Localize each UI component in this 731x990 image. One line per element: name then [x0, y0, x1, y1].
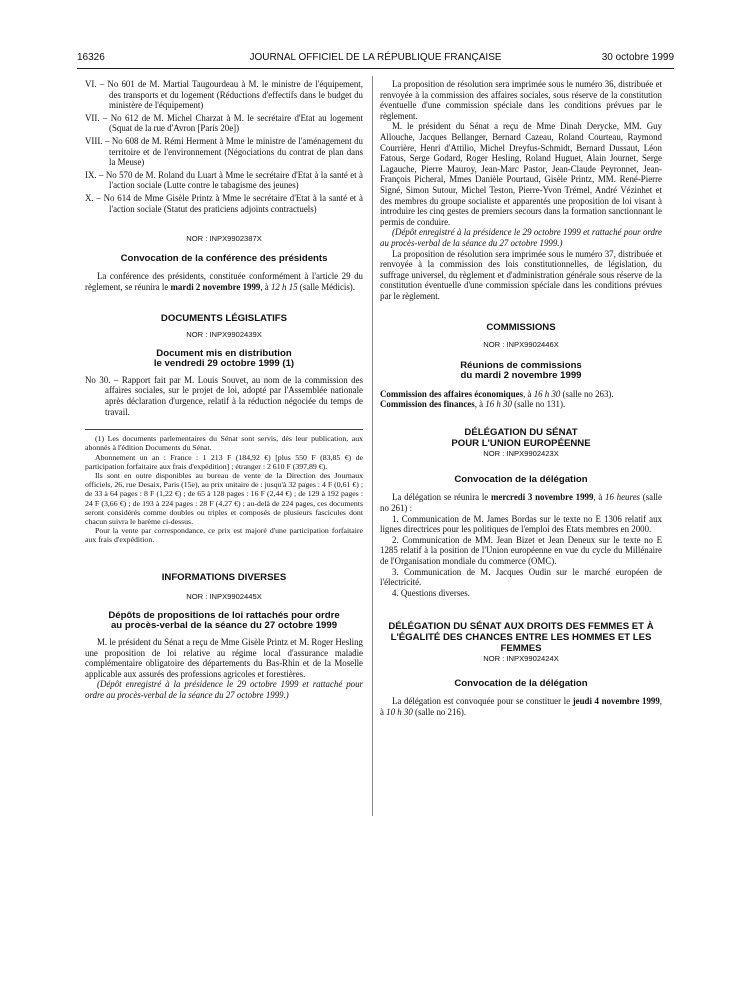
question-item: VII. – No 612 de M. Michel Charzat à M. le secrétaire d'Etat au logement (Squat de la rue d'Avron [Paris 20e]) — [85, 112, 363, 134]
agenda-item: 3. Communication de M. Jacques Oudin sur le marché européen de l'électricité. — [380, 566, 662, 588]
conference-text: La conférence des présidents, constituée conformément à l'article 29 du règlement, se réunira le mardi 2 novembre 1999, à 12 h 15 (salle Médicis). — [85, 271, 363, 292]
section-subtitle: Réunions de commissions — [460, 359, 582, 371]
footnote: Pour la vente par correspondance, ce prix est majoré d'une participation forfaitaire aux frais d'expédition. — [85, 526, 363, 545]
left-column — [85, 79, 363, 701]
footnote: Abonnement un an : France : 1 213 F (184,92 €) [plus 550 F (83,85 €) de participation forfaitaire aux frais d'expédition] ; étranger : 2 610 F (397,89 €). — [85, 452, 363, 471]
section-title: INFORMATIONS DIVERSES — [161, 571, 287, 583]
column-divider — [372, 76, 373, 816]
commission-item: Commission des finances, à 16 h 30 (salle no 131). — [380, 399, 566, 410]
question-item: VI. – No 601 de M. Martial Taugourdeau à M. le ministre de l'équipement, des transports et du logement (Réductions d'effectifs dans le budget du ministère de l'équipement) — [85, 79, 363, 111]
agenda-item: 2. Communication de MM. Jean Bizet et Jean Deneux sur le texte no E 1285 relatif à la position de l'Union européenne en vue du cycle du Millénaire de l'Organisation mondiale du commerce (OMC). — [380, 534, 662, 566]
section-title: COMMISSIONS — [486, 322, 556, 334]
agenda-item: 4. Questions diverses. — [392, 587, 470, 598]
info-deposit-note: (Dépôt enregistré à la présidence le 29 octobre 1999 et rattaché pour ordre au procès-verbal de la séance du 27 octobre 1999.) — [85, 679, 363, 701]
section-title: DÉLÉGATION DU SÉNAT AUX DROITS DES FEMMES ET À L'ÉGALITÉ DES CHANCES ENTRE LES HOMMES ET LES FEMMES — [388, 621, 654, 654]
info-paragraph: M. le président du Sénat a reçu de Mme Gisèle Printz et M. Roger Hesling une proposition de loi relative au régime local d'assurance maladie complémentaire obligatoire des départements du Bas-Rhin et de la Moselle applicable aux assurés des professions agricoles et forestières. — [85, 637, 363, 679]
nor-reference: NOR : INPX9902446X — [483, 340, 559, 350]
nor-reference: NOR : INPX9902445X — [186, 592, 262, 602]
nor-reference: NOR : INPX9902423X — [483, 449, 559, 459]
deposit-note: (Dépôt enregistré à la présidence le 29 octobre 1999 et rattaché pour ordre au procès-verbal de la séance du 27 octobre 1999.) — [380, 227, 662, 248]
journal-title: JOURNAL OFFICIEL DE LA RÉPUBLIQUE FRANÇAISE — [249, 52, 502, 63]
question-item: X. – No 614 de Mme Gisèle Printz à Mme le secrétaire d'Etat à la santé et à l'action sociale (Statut des praticiens adjoints contractuels) — [85, 192, 363, 214]
footnote: (1) Les documents parlementaires du Sénat sont servis, dès leur publication, aux abonnés à l'édition Documents du Sénat. — [85, 434, 363, 453]
page-number: 16326 — [77, 52, 105, 63]
resolution-paragraph: M. le président du Sénat a reçu de Mme Dinah Derycke, MM. Guy Allouche, Jacques Bellanger, Bernard Cazeau, Roland Courteau, Raymond Courrière, Henri d'Attilio, Michel Dreyfus-Schmidt, Bernard Dussaut, Léon Fatous, Serge Godard, Roger Hesling, Roland Huguet, Alain Journet, Serge Lagauche, Pierre Mauroy, Jean-Marc Pastor, Jean-Claude Peyronnet, Jean-François Picheral, Mmes Danièle Pourtaud, Gisèle Printz, MM. René-Pierre Signé, Simon Sutour, Michel Teston, Pierre-Yvon Trémel, André Vézinhet et des membres du groupe socialiste et apparentés une proposition de loi visant à introduire les cinq gestes de premiers secours dans la formation sanctionnant le permis de conduire. — [380, 121, 662, 227]
nor-reference: NOR : INPX9902424X — [483, 654, 559, 664]
delegation-text: La délégation est convoquée pour se constituer le jeudi 4 novembre 1999, à 10 h 30 (salle no 216). — [380, 696, 662, 717]
nor-reference: NOR : INPX9902439X — [186, 330, 262, 340]
page-header — [77, 52, 674, 66]
section-title: DÉLÉGATION DU SÉNAT — [464, 427, 578, 439]
question-item: VIII. – No 608 de M. Rémi Herment à Mme le ministre de l'aménagement du territoire et de l'environnement (Négociations du contrat de plan dans la Meuse) — [85, 135, 363, 168]
document-item: No 30. – Rapport fait par M. Louis Souvet, au nom de la commission des affaires sociales, sur le projet de loi, adopté par l'Assemblée nationale après déclaration d'urgence, relatif à la réduction négociée du temps de travail. — [85, 374, 363, 417]
section-subtitle: du mardi 2 novembre 1999 — [460, 370, 582, 382]
agenda-item: 1. Communication de M. James Bordas sur le texte no E 1306 relatif aux lignes directrices pour les politiques de l'emploi des Etats membres en 2000. — [380, 513, 662, 535]
resolution-paragraph: La proposition de résolution sera imprimée sous le numéro 37, distribuée et renvoyée à la commission des lois constitutionnelles, de législation, du suffrage universel, du règlement et d'administration générale sous réserve de la constitution éventuelle d'une commission spéciale dans les conditions prévues par le règlement. — [380, 248, 662, 301]
section-subtitle: Convocation de la délégation — [454, 677, 588, 689]
commission-item: Commission des affaires économiques, à 16 h 30 (salle no 263). — [380, 388, 614, 399]
section-subtitle: Document mis en distribution — [156, 347, 292, 359]
section-title: POUR L'UNION EUROPÉENNE — [451, 437, 591, 449]
right-column — [380, 79, 662, 718]
footnote: Ils sont en outre disponibles au bureau de vente de la Direction des Journaux officiels, 26, rue Desaix, Paris (15e), au prix unitaire de : jusqu'à 32 pages : 4 F (0,61 €) ; de 33 à 64 pages : 8 F (1,22 €) ; de 65 à 128 pages : 16 F (2,44 €) ; de 129 à 192 pages : 24 F (3,66 €) ; de 193 à 224 pages : 28 F (4,27 €) ; au-delà de 224 pages, ces documents seront considérés comme doubles ou triples et composés de plusieurs fascicules dont chacun suivra le barème ci-dessus. — [85, 471, 363, 527]
section-subtitle: Convocation de la conférence des présidents — [120, 252, 328, 264]
nor-reference: NOR : INPX9902387X — [186, 234, 262, 244]
issue-date: 30 octobre 1999 — [601, 52, 674, 63]
section-subtitle: Dépôts de propositions de loi rattachés pour ordre — [108, 609, 340, 621]
resolution-paragraph: La proposition de résolution sera imprimée sous le numéro 36, distribuée et renvoyée à la commission des affaires sociales, sous réserve de la constitution éventuelle d'une commission spéciale dans les conditions prévues par le règlement. — [380, 79, 662, 121]
header-rule — [77, 68, 674, 69]
section-subtitle: Convocation de la délégation — [454, 473, 588, 485]
section-subtitle: le vendredi 29 octobre 1999 (1) — [153, 358, 295, 370]
question-item: IX. – No 570 de M. Roland du Luart à Mme le secrétaire d'Etat à la santé et à l'action sociale (Lutte contre le tabagisme des jeunes) — [85, 169, 363, 191]
delegation-text: La délégation se réunira le mercredi 3 novembre 1999, à 16 heures (salle no 261) : — [380, 492, 662, 513]
section-subtitle: au procès-verbal de la séance du 27 octobre 1999 — [110, 620, 338, 632]
section-title: DOCUMENTS LÉGISLATIFS — [160, 312, 288, 324]
